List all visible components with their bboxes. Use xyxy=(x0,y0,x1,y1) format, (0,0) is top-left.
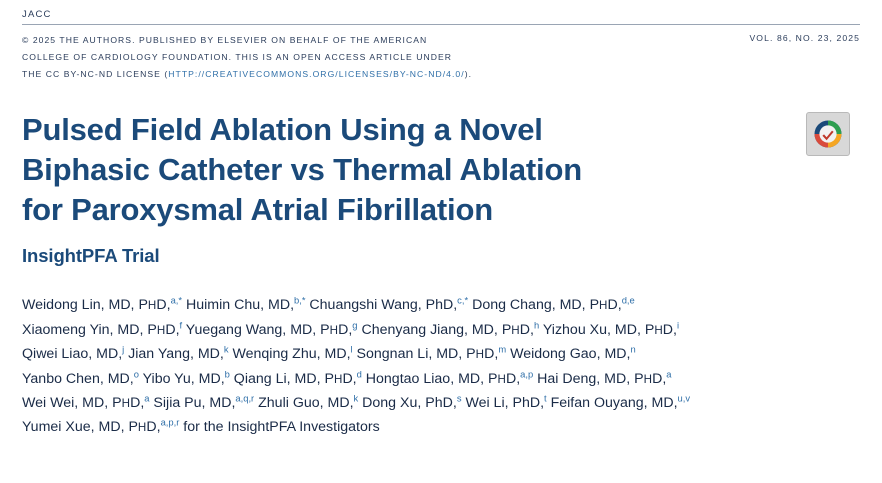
affiliation-marker[interactable]: n xyxy=(630,343,636,355)
author-line xyxy=(22,415,860,439)
author-name: Songnan Li, MD, PHD, xyxy=(352,346,499,363)
title-line-1: Pulsed Field Ablation Using a Novel xyxy=(22,112,543,148)
author-name: for the InsightPFA Investigators xyxy=(179,419,380,436)
copyright-notice xyxy=(22,32,472,82)
title-block xyxy=(22,110,860,267)
author-name: Weidong Lin, MD, PHD, xyxy=(22,297,171,314)
author-line xyxy=(22,367,860,391)
degree-smallcaps: H xyxy=(475,348,485,362)
author-name: Sijia Pu, MD, xyxy=(149,394,236,411)
degree-smallcaps: H xyxy=(643,372,653,386)
author-name: Weidong Gao, MD, xyxy=(506,346,631,363)
degree-smallcaps: H xyxy=(599,299,608,313)
affiliation-marker[interactable]: a xyxy=(144,392,150,404)
affiliation-marker[interactable]: a,p xyxy=(520,367,534,379)
author-line xyxy=(22,293,860,317)
author-name: Dong Xu, PhD, xyxy=(358,394,457,411)
author-name: Yuegang Wang, MD, PHD, xyxy=(182,321,353,338)
degree-smallcaps: H xyxy=(497,372,506,386)
author-name: Feifan Ouyang, MD, xyxy=(546,394,678,411)
author-name: Zhuli Guo, MD, xyxy=(254,394,354,411)
degree-smallcaps: H xyxy=(147,299,157,313)
affiliation-marker[interactable]: a,p,r xyxy=(160,416,180,428)
author-name: Wenqing Zhu, MD, xyxy=(228,346,351,363)
affiliation-marker[interactable]: m xyxy=(498,343,507,355)
copyright-line-3 xyxy=(22,66,472,83)
affiliation-marker[interactable]: k xyxy=(353,392,359,404)
affiliation-marker[interactable]: d xyxy=(356,367,362,379)
affiliation-marker[interactable]: b,* xyxy=(294,294,306,306)
article-subtitle: InsightPFA Trial xyxy=(22,245,160,267)
author-name: Jian Yang, MD, xyxy=(124,346,224,363)
affiliation-marker[interactable]: s xyxy=(456,392,462,404)
copyright-line-2: COLLEGE OF CARDIOLOGY FOUNDATION. THIS IS AN OPEN ACCESS ARTICLE UNDER xyxy=(22,51,453,62)
page-title xyxy=(22,110,782,229)
check-for-updates-logo[interactable] xyxy=(806,112,850,156)
author-name: Qiwei Liao, MD, xyxy=(22,346,123,363)
degree-smallcaps: H xyxy=(333,372,343,386)
author-name: Hai Deng, MD, PHD, xyxy=(533,370,667,387)
title-line-2: Biphasic Catheter vs Thermal Ablation xyxy=(22,151,582,187)
author-name: Yumei Xue, MD, PHD, xyxy=(22,419,161,436)
license-suffix: ). xyxy=(464,68,473,79)
author-name: Yibo Yu, MD, xyxy=(138,370,225,387)
author-name: Chenyang Jiang, MD, PHD, xyxy=(357,321,534,338)
author-name: Xiaomeng Yin, MD, PHD, xyxy=(22,321,180,338)
affiliation-marker[interactable]: j xyxy=(122,343,125,355)
crossmark-icon xyxy=(813,119,843,149)
author-name: Chuangshi Wang, PhD, xyxy=(305,297,458,314)
affiliation-marker[interactable]: i xyxy=(676,318,680,330)
affiliation-marker[interactable]: a xyxy=(666,367,672,379)
degree-smallcaps: H xyxy=(137,421,147,435)
license-link[interactable]: HTTP://CREATIVECOMMONS.ORG/LICENSES/BY-NC-ND/4.0/ xyxy=(168,68,465,79)
author-name: Dong Chang, MD, PHD, xyxy=(468,297,622,314)
degree-smallcaps: H xyxy=(329,323,339,337)
affiliation-marker[interactable]: o xyxy=(133,367,139,379)
journal-name: JACC xyxy=(22,9,52,20)
header-row xyxy=(22,32,860,82)
author-list xyxy=(22,293,860,440)
affiliation-marker[interactable]: b xyxy=(224,367,230,379)
author-line xyxy=(22,391,860,415)
author-name: Yizhou Xu, MD, PHD, xyxy=(539,321,677,338)
author-name: Huimin Chu, MD, xyxy=(182,297,295,314)
copyright-line-1: © 2025 THE AUTHORS. PUBLISHED BY ELSEVIER ON BEHALF OF THE AMERICAN xyxy=(22,35,428,45)
affiliation-marker[interactable]: g xyxy=(352,318,358,330)
header-divider xyxy=(22,24,860,25)
author-name: Yanbo Chen, MD, xyxy=(22,370,134,387)
degree-smallcaps: H xyxy=(654,323,663,337)
affiliation-marker[interactable]: h xyxy=(533,318,540,330)
license-prefix: THE CC BY-NC-ND LICENSE ( xyxy=(22,68,169,79)
affiliation-marker[interactable]: d,e xyxy=(621,294,635,306)
title-line-3: for Paroxysmal Atrial Fibrillation xyxy=(22,191,493,227)
author-line xyxy=(22,318,860,342)
affiliation-marker[interactable]: a,* xyxy=(170,294,183,306)
affiliation-marker[interactable]: l xyxy=(350,343,353,355)
degree-smallcaps: H xyxy=(121,396,131,410)
author-name: Qiang Li, MD, PHD, xyxy=(229,370,357,387)
author-line xyxy=(22,342,860,366)
affiliation-marker[interactable]: c,* xyxy=(457,294,469,306)
degree-smallcaps: H xyxy=(511,323,520,337)
affiliation-marker[interactable]: u,v xyxy=(677,392,691,404)
author-name: Hongtao Liao, MD, PHD, xyxy=(361,370,521,387)
degree-smallcaps: H xyxy=(156,323,166,337)
affiliation-marker[interactable]: a,q,r xyxy=(235,392,255,404)
author-name: Wei Li, PhD, xyxy=(461,394,545,411)
volume-issue-year: VOL. 86, NO. 23, 2025 xyxy=(749,33,860,43)
affiliation-marker[interactable]: t xyxy=(544,392,547,404)
affiliation-marker[interactable]: k xyxy=(223,343,229,355)
affiliation-marker[interactable]: f xyxy=(179,318,183,330)
author-name: Wei Wei, MD, PHD, xyxy=(22,394,145,411)
